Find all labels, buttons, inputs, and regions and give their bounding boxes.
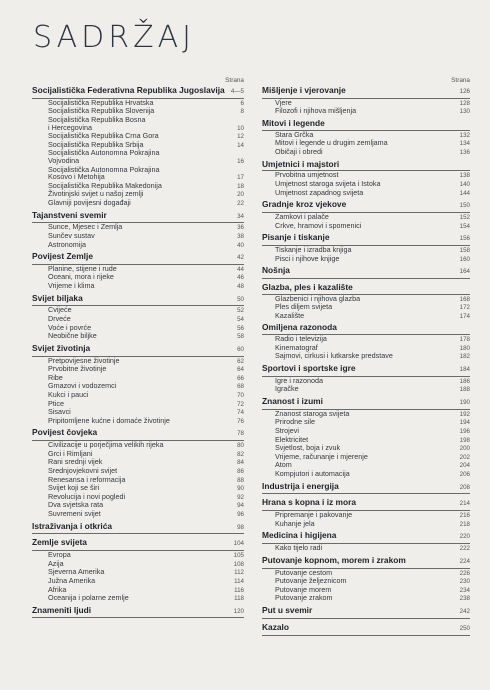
entry-page-number: 105 xyxy=(233,552,244,560)
toc-entry[interactable] xyxy=(262,312,470,321)
entry-page-number: 182 xyxy=(459,353,470,361)
entry-page-number: 18 xyxy=(237,182,244,190)
toc-section xyxy=(32,522,244,535)
toc-entry[interactable] xyxy=(262,520,470,529)
section-title: Gradnje kroz vjekove xyxy=(262,199,347,210)
entry-title: Socijalistička Republika Bosna xyxy=(48,114,146,124)
toc-section-heading[interactable] xyxy=(262,606,470,619)
entry-title: Vrijeme, računanje i mjerenje xyxy=(275,451,368,461)
entry-page-number: 40 xyxy=(237,241,244,249)
section-page-number: 150 xyxy=(459,202,470,210)
entry-page-number: 94 xyxy=(237,502,244,510)
toc-section xyxy=(262,323,470,361)
section-title: Omiljena razonoda xyxy=(262,322,337,333)
entry-title: Planine, stijene i rude xyxy=(48,263,117,273)
toc-section xyxy=(262,160,470,198)
entry-title: Crkve, hramovi i spomenici xyxy=(275,220,362,230)
toc-section xyxy=(32,252,244,291)
toc-section xyxy=(262,233,470,263)
entry-title: Svijet koji se širi xyxy=(48,483,100,493)
section-page-number: 60 xyxy=(237,345,244,353)
entry-title: Socijalistička Republika Crna Gora xyxy=(48,131,159,141)
entry-page-number: 88 xyxy=(237,476,244,484)
entry-title: Oceani, mora i rijeke xyxy=(48,272,114,282)
toc-section-heading[interactable] xyxy=(32,344,244,357)
entry-page-number: 234 xyxy=(459,586,470,594)
toc-entry[interactable] xyxy=(262,189,470,198)
entry-page-number: 10 xyxy=(237,124,244,132)
entry-page-number: 58 xyxy=(237,333,244,341)
entry-page-number: 198 xyxy=(459,436,470,444)
toc-entry[interactable] xyxy=(262,594,470,603)
entry-title: Dva svjetska rata xyxy=(48,500,104,510)
toc-section xyxy=(262,86,470,116)
entry-page-number: 46 xyxy=(237,274,244,282)
entry-page-number: 188 xyxy=(459,386,470,394)
section-title: Zemlje svijeta xyxy=(32,537,87,548)
toc-entry[interactable] xyxy=(262,453,470,462)
entry-page-number: 114 xyxy=(234,577,244,585)
entry-title: Umjetnost staroga svijeta i Istoka xyxy=(275,178,381,188)
entry-page-number: 96 xyxy=(237,510,244,518)
entry-page-number: 158 xyxy=(459,246,470,254)
entry-title: Vrijeme i klima xyxy=(48,281,95,291)
toc-section xyxy=(262,482,470,495)
entry-page-number: 140 xyxy=(459,180,470,188)
toc-left-list xyxy=(32,86,244,618)
entry-title: Sunčev sustav xyxy=(48,230,95,240)
toc-entry[interactable] xyxy=(32,551,244,560)
toc-entry[interactable] xyxy=(32,510,244,519)
entry-page-number: 128 xyxy=(459,99,470,107)
page-column-label: Strana xyxy=(451,77,470,84)
entry-page-number: 12 xyxy=(237,133,244,141)
entry-title: Kosovo i Metohija xyxy=(48,172,105,182)
entry-page-number: 226 xyxy=(459,569,470,577)
entry-title: Vjere xyxy=(275,97,292,107)
entry-page-number: 84 xyxy=(237,459,244,467)
toc-entry[interactable] xyxy=(262,148,470,157)
entry-title: Socijalistička Republika Slovenija xyxy=(48,106,155,116)
section-title: Hrana s kopna i iz mora xyxy=(262,497,357,508)
entry-page-number: 178 xyxy=(459,336,470,344)
section-page-number: 4—5 xyxy=(230,88,244,95)
section-page-number: 126 xyxy=(459,88,470,95)
section-title: Mišljenje i vjerovanje xyxy=(262,85,346,95)
toc-entry[interactable] xyxy=(32,199,244,208)
entry-page-number: 66 xyxy=(237,374,244,382)
toc-section xyxy=(32,538,244,602)
entry-page-number: 36 xyxy=(237,224,244,232)
entry-page-number: 196 xyxy=(459,428,470,436)
entry-page-number: 222 xyxy=(459,545,470,553)
entry-page-number: 230 xyxy=(459,578,470,586)
toc-entry[interactable] xyxy=(32,332,244,341)
entry-page-number: 76 xyxy=(237,417,244,425)
section-page-number: 98 xyxy=(237,523,244,531)
toc-section xyxy=(262,200,470,230)
entry-page-number: 136 xyxy=(459,148,470,156)
entry-page-number: 56 xyxy=(237,324,244,332)
entry-page-number: 70 xyxy=(237,392,244,400)
entry-title: Socijalistička Republika Hrvatska xyxy=(48,97,154,107)
entry-title: Sunce, Mjesec i Zemlja xyxy=(48,222,123,232)
section-page-number: 50 xyxy=(237,295,244,303)
section-title: Mitovi i legende xyxy=(262,117,325,128)
page-title: SADRŽAJ xyxy=(33,20,195,55)
entry-title: Prirodne sile xyxy=(275,417,315,427)
entry-title: Socijalistička Republika Makedonija xyxy=(48,180,162,190)
toc-section xyxy=(262,606,470,619)
toc-entry[interactable] xyxy=(262,107,470,116)
section-title: Znanost i izumi xyxy=(262,396,323,407)
entry-page-number: 74 xyxy=(237,409,244,417)
entry-title: Glazbenici i njihova glazba xyxy=(275,293,361,303)
section-title: Kazalo xyxy=(262,621,289,632)
section-title: Povijest Zemlje xyxy=(32,251,93,262)
entry-title: Stara Grčka xyxy=(275,129,314,139)
toc-section xyxy=(32,606,244,619)
entry-title: Putovanje zrakom xyxy=(275,593,333,603)
toc-section-heading[interactable] xyxy=(32,86,244,99)
entry-page-number: 17 xyxy=(237,174,244,182)
entry-title: Ptice xyxy=(48,398,64,408)
entry-title: Renesansa i reformacija xyxy=(48,474,126,484)
entry-page-number: 194 xyxy=(459,419,470,427)
section-page-number: 78 xyxy=(237,430,244,438)
entry-title: Mitovi i legende u drugim zemljama xyxy=(275,138,388,148)
entry-title: Pisci i njihove knjige xyxy=(275,253,340,263)
toc-entry[interactable] xyxy=(262,222,470,231)
toc-section xyxy=(262,364,470,394)
entry-page-number: 108 xyxy=(233,560,244,568)
entry-page-number: 62 xyxy=(237,357,244,365)
toc-section xyxy=(32,344,244,426)
entry-title: Atom xyxy=(275,460,292,470)
entry-page-number: 68 xyxy=(237,383,244,391)
toc-section-heading[interactable] xyxy=(32,252,244,265)
entry-title: Filozofi i njihova mišljenja xyxy=(275,106,357,116)
entry-page-number: 54 xyxy=(237,316,244,324)
entry-title: Kako tijelo radi xyxy=(275,543,323,553)
entry-title: Južna Amerika xyxy=(48,575,96,585)
entry-title: Sjeverna Amerika xyxy=(48,567,105,577)
section-page-number: 156 xyxy=(459,235,470,243)
entry-page-number: 80 xyxy=(237,442,244,450)
entry-page-number: 90 xyxy=(237,485,244,493)
entry-title: Neobične biljke xyxy=(48,331,97,341)
section-title: Istraživanja i otkrića xyxy=(32,520,113,531)
toc-section xyxy=(262,283,470,321)
entry-page-number: 192 xyxy=(459,410,470,418)
toc-section xyxy=(32,86,244,208)
toc-section-heading[interactable] xyxy=(262,364,470,377)
section-title: Svijet životinja xyxy=(32,342,91,353)
toc-section xyxy=(32,428,244,518)
entry-title: Revolucija i novi pogledi xyxy=(48,491,126,501)
toc-entry[interactable] xyxy=(262,470,470,479)
section-page-number: 208 xyxy=(459,483,470,491)
entry-page-number: 160 xyxy=(459,255,470,263)
entry-page-number: 48 xyxy=(237,283,244,291)
entry-title: Afrika xyxy=(48,584,67,594)
entry-page-number: 82 xyxy=(237,450,244,458)
section-page-number: 250 xyxy=(459,624,470,632)
entry-title: Glavniji povijesni događaji xyxy=(48,197,131,207)
entry-title: Vojvodina xyxy=(48,155,80,165)
entry-title: Prvobitna umjetnost xyxy=(275,170,339,180)
entry-title: Kinematograf xyxy=(275,342,318,352)
toc-entry[interactable] xyxy=(32,594,244,603)
toc-section-heading[interactable] xyxy=(262,266,470,279)
section-page-number: 120 xyxy=(233,607,244,615)
section-page-number: 104 xyxy=(233,540,244,548)
entry-title: Suvremeni svijet xyxy=(48,508,101,518)
toc-section xyxy=(32,294,244,341)
entry-title: Prvobitne životinje xyxy=(48,364,107,374)
entry-page-number: 134 xyxy=(459,140,470,148)
entry-title: Grci i Rimljani xyxy=(48,448,93,458)
entry-title: Civilizacije u porječjima velikih rijeka xyxy=(48,440,164,450)
toc-entry[interactable] xyxy=(32,365,244,374)
entry-page-number: 44 xyxy=(237,265,244,273)
section-title: Put u svemir xyxy=(262,604,313,615)
entry-page-number: 92 xyxy=(237,493,244,501)
toc-right-list xyxy=(262,86,470,636)
entry-title: Pripitomljene kućne i domaće životinje xyxy=(48,415,170,425)
toc-section-heading[interactable] xyxy=(32,606,244,619)
entry-title: Ples diljem svijeta xyxy=(275,302,333,312)
entry-page-number: 206 xyxy=(459,471,470,478)
entry-page-number: 138 xyxy=(459,172,470,180)
entry-page-number: 152 xyxy=(459,213,470,221)
toc-entry[interactable] xyxy=(32,282,244,291)
section-title: Putovanje kopnom, morem i zrakom xyxy=(262,554,406,565)
entry-page-number: 22 xyxy=(237,199,244,207)
entry-title: Pretpovijesne životinje xyxy=(48,355,120,365)
entry-page-number: 218 xyxy=(459,520,470,528)
section-page-number: 214 xyxy=(459,500,470,508)
entry-title: Igre i razonoda xyxy=(275,375,323,385)
toc-right-column xyxy=(262,76,470,640)
toc-left-column xyxy=(32,76,244,622)
entry-page-number: 116 xyxy=(234,586,244,594)
entry-page-number: 86 xyxy=(237,467,244,475)
entry-page-number: 20 xyxy=(237,191,244,199)
entry-title: Voće i povrće xyxy=(48,322,92,332)
page-column-label: Strana xyxy=(225,77,244,84)
entry-title: Sajmovi, cirkusi i lutkarske predstave xyxy=(275,351,393,361)
entry-page-number: 200 xyxy=(459,445,470,453)
entry-page-number: 52 xyxy=(237,307,244,315)
entry-title: Kukci i pauci xyxy=(48,390,89,400)
section-page-number: 34 xyxy=(237,212,244,220)
entry-title: Igračke xyxy=(275,384,299,394)
section-title: Medicina i higijena xyxy=(262,530,337,541)
entry-title: Socijalistička Republika Srbija xyxy=(48,139,144,149)
section-page-number: 164 xyxy=(459,268,470,276)
entry-page-number: 154 xyxy=(459,222,470,230)
section-title: Socijalistička Federativna Republika Jugoslavija xyxy=(32,85,225,95)
entry-title: Oceanija i polarne zemlje xyxy=(48,593,129,603)
section-title: Povijest čovjeka xyxy=(32,427,98,438)
toc-section xyxy=(262,119,470,157)
entry-page-number: 112 xyxy=(234,569,244,577)
entry-title: Elektricitet xyxy=(275,434,309,444)
toc-section-heading[interactable] xyxy=(262,233,470,246)
entry-title: Ribe xyxy=(48,372,63,382)
entry-title: Kazalište xyxy=(275,310,305,320)
entry-page-number: 174 xyxy=(459,312,470,320)
entry-page-number: 144 xyxy=(459,189,470,197)
entry-page-number: 216 xyxy=(459,512,470,520)
toc-entry[interactable] xyxy=(262,544,470,553)
section-title: Umjetnici i majstori xyxy=(262,158,340,169)
entry-title: Drveće xyxy=(48,314,71,324)
entry-title: Zamkovi i palače xyxy=(275,211,329,221)
section-title: Industrija i energija xyxy=(262,480,339,491)
toc-section-heading[interactable] xyxy=(262,86,470,99)
entry-page-number: 6 xyxy=(240,99,244,107)
entry-page-number: 204 xyxy=(459,462,470,470)
entry-title: Astronomija xyxy=(48,239,86,249)
section-page-number: 220 xyxy=(459,533,470,541)
entry-title: Sisavci xyxy=(48,407,71,417)
entry-title: Srednjovjekovni svijet xyxy=(48,465,118,475)
section-title: Sportovi i sportske igre xyxy=(262,363,356,374)
toc-section-heading[interactable] xyxy=(32,522,244,535)
entry-title: Radio i televizija xyxy=(275,334,327,344)
section-title: Znameniti ljudi xyxy=(32,604,92,615)
entry-title: Svjetlost, boja i zvuk xyxy=(275,443,341,453)
toc-section xyxy=(262,266,470,279)
toc-section-heading[interactable] xyxy=(262,623,470,636)
toc-section-heading[interactable] xyxy=(262,482,470,495)
entry-title: Socijalistička Autonomna Pokrajina xyxy=(48,164,160,174)
section-page-number: 42 xyxy=(237,254,244,262)
toc-section-heading[interactable] xyxy=(262,119,470,131)
entry-title: Putovanje cestom xyxy=(275,567,333,577)
entry-page-number: 72 xyxy=(237,400,244,408)
entry-page-number: 202 xyxy=(459,453,470,461)
toc-entry[interactable] xyxy=(32,241,244,250)
toc-entry[interactable] xyxy=(32,417,244,426)
entry-page-number: 8 xyxy=(240,108,244,116)
entry-title: Kuhanje jela xyxy=(275,518,315,528)
entry-page-number: 132 xyxy=(459,131,470,139)
entry-page-number: 130 xyxy=(459,108,470,116)
entry-title: Putovanje morem xyxy=(275,584,332,594)
entry-title: Gmazovi i vodozemci xyxy=(48,381,117,391)
entry-title: Umjetnost zapadnog svijeta xyxy=(275,187,364,197)
entry-page-number: 118 xyxy=(234,595,244,603)
entry-page-number: 16 xyxy=(237,157,244,165)
section-title: Tajanstveni svemir xyxy=(32,209,107,220)
entry-title: Cvijeće xyxy=(48,305,72,315)
entry-title: Socijalistička Autonomna Pokrajina xyxy=(48,148,160,158)
entry-title: Pripremanje i pakovanje xyxy=(275,510,353,520)
entry-title: Azija xyxy=(48,558,64,568)
toc-section xyxy=(262,623,470,636)
entry-title: Evropa xyxy=(48,550,71,560)
entry-title: Običaji i obredi xyxy=(275,146,323,156)
toc-entry[interactable] xyxy=(262,352,470,361)
section-title: Pisanje i tiskanje xyxy=(262,232,330,243)
section-title: Glazba, ples i kazalište xyxy=(262,281,353,292)
toc-entry[interactable] xyxy=(262,255,470,264)
entry-title: i Hercegovina xyxy=(48,122,92,132)
section-page-number: 224 xyxy=(459,557,470,565)
section-title: Nošnja xyxy=(262,265,290,276)
entry-title: Rani srednji vijek xyxy=(48,457,103,467)
entry-page-number: 180 xyxy=(459,344,470,352)
entry-title: Putovanje željeznicom xyxy=(275,576,347,586)
entry-title: Životinjski svijet u našoj zemlji xyxy=(48,189,144,199)
toc-entry[interactable] xyxy=(262,385,470,394)
toc-section xyxy=(32,211,244,250)
entry-page-number: 172 xyxy=(459,304,470,312)
toc-section xyxy=(262,556,470,603)
section-page-number: 242 xyxy=(459,607,470,615)
toc-section-heading[interactable] xyxy=(262,397,470,410)
section-page-number: 184 xyxy=(459,366,470,374)
section-page-number: 190 xyxy=(459,399,470,407)
entry-page-number: 14 xyxy=(237,141,244,149)
entry-page-number: 168 xyxy=(459,295,470,303)
toc-section xyxy=(262,498,470,528)
entry-title: Strojevi xyxy=(275,426,299,436)
entry-page-number: 64 xyxy=(237,366,244,374)
entry-page-number: 38 xyxy=(237,232,244,240)
entry-page-number: 186 xyxy=(459,377,470,385)
section-title: Svijet biljaka xyxy=(32,292,83,303)
entry-title: Kompjutori i automacija xyxy=(275,469,350,478)
entry-title: Znanost staroga svijeta xyxy=(275,408,350,418)
entry-page-number: 238 xyxy=(459,595,470,603)
toc-section xyxy=(262,397,470,479)
toc-section-heading[interactable] xyxy=(262,556,470,569)
toc-section-heading[interactable] xyxy=(262,283,470,295)
entry-title: Tiskanje i izradba knjiga xyxy=(275,244,352,254)
toc-section xyxy=(262,531,470,552)
